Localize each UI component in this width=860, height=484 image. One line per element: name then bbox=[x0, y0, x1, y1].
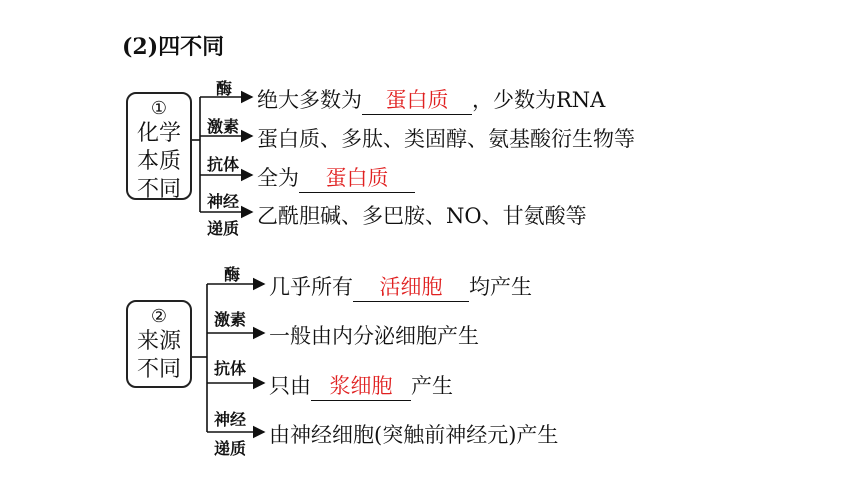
box-line: 本质 bbox=[136, 149, 181, 174]
answer-blank: 活细胞 bbox=[353, 271, 469, 302]
box-line: 不同 bbox=[136, 357, 181, 382]
row-text bbox=[257, 84, 605, 115]
row-text-pre: 几乎所有 bbox=[269, 275, 353, 299]
branch-label-enzyme: 酶 bbox=[216, 79, 233, 98]
row-text bbox=[269, 271, 532, 302]
box-line: 来源 bbox=[136, 329, 181, 354]
branch-label-antibody: 抗体 bbox=[214, 359, 247, 378]
branch-label-neurotransmitter-top: 神经 bbox=[207, 192, 240, 211]
category-box-chemical-nature bbox=[126, 92, 192, 200]
row-text-post: 均产生 bbox=[469, 275, 532, 299]
row-text: 由神经细胞(突触前神经元)产生 bbox=[269, 423, 559, 447]
branch-label-antibody: 抗体 bbox=[207, 155, 240, 174]
box-line: 化学 bbox=[136, 121, 181, 146]
branch-label-enzyme: 酶 bbox=[224, 265, 241, 284]
category-box-source bbox=[126, 300, 192, 388]
row-text-pre: 全为 bbox=[257, 166, 299, 190]
row-text bbox=[269, 370, 453, 401]
box-line: 不同 bbox=[136, 177, 181, 202]
row-text-post: 产生 bbox=[411, 374, 453, 398]
branch-label-hormone: 激素 bbox=[214, 310, 247, 329]
row-text: 一般由内分泌细胞产生 bbox=[269, 324, 479, 348]
row-text bbox=[257, 162, 415, 193]
answer-blank: 浆细胞 bbox=[311, 370, 411, 401]
answer-blank: 蛋白质 bbox=[299, 162, 415, 193]
row-text: 蛋白质、多肽、类固醇、氨基酸衍生物等 bbox=[257, 127, 635, 151]
branch-label-neurotransmitter-top: 神经 bbox=[214, 410, 247, 429]
answer-blank: 蛋白质 bbox=[362, 84, 472, 115]
branch-label-hormone: 激素 bbox=[207, 117, 240, 136]
row-text-pre: 只由 bbox=[269, 374, 311, 398]
row-text-post: ，少数为RNA bbox=[472, 88, 606, 112]
row-text: 乙酰胆碱、多巴胺、NO、甘氨酸等 bbox=[257, 204, 587, 228]
branch-label-neurotransmitter-bottom: 递质 bbox=[214, 439, 247, 458]
section-number: ① bbox=[150, 98, 168, 119]
section-heading: (2)四不同 bbox=[122, 34, 225, 60]
branch-label-neurotransmitter-bottom: 递质 bbox=[207, 219, 240, 238]
section-number: ② bbox=[150, 306, 168, 327]
row-text-pre: 绝大多数为 bbox=[257, 88, 362, 112]
